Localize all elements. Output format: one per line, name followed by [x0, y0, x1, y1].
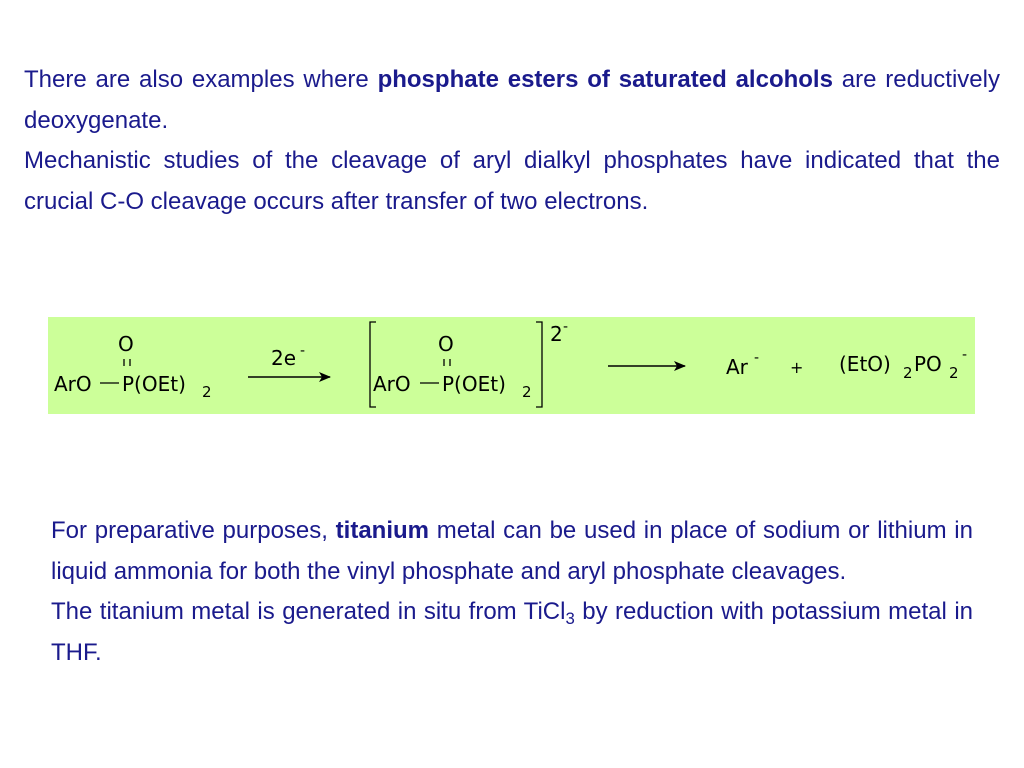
closing-paragraph-1	[51, 511, 973, 592]
right-bracket	[536, 322, 542, 407]
product-aryl-anion: Ar	[726, 355, 748, 379]
intermediate-p-group: P(OEt)	[442, 372, 506, 396]
intro-bold-phrase: phosphate esters of saturated alcohols	[377, 66, 833, 93]
closing-paragraph-2	[51, 592, 973, 673]
closing-text-block	[51, 511, 973, 673]
intermediate-subscript: 2	[522, 383, 532, 401]
product-aryl-charge: -	[754, 350, 760, 366]
reactant-p-group: P(OEt)	[122, 372, 186, 396]
product-phosphate-sub2: 2	[949, 364, 959, 382]
reactant-subscript: 2	[202, 383, 212, 401]
product-phosphate-charge: -	[962, 347, 968, 363]
intro-paragraph-1	[24, 60, 1000, 141]
intro-text-before: There are also examples where	[24, 66, 378, 93]
closing-p2-after: by reduction with potassium metal in THF.	[51, 598, 973, 666]
intro-text-block	[24, 60, 1000, 222]
product-phosphate-sub1: 2	[903, 364, 913, 382]
product-phosphate-a: (EtO)	[839, 352, 891, 376]
closing-p2-before: The titanium metal is generated in situ from TiCl	[51, 598, 566, 625]
product-phosphate-b: PO	[914, 352, 942, 376]
closing-p1-after: metal can be used in place of sodium or lithium in liquid ammonia for both the vinyl phosphate and aryl phosphate cleavages.	[51, 517, 973, 585]
closing-p2-subscript: 3	[565, 609, 575, 629]
reactant-aro: ArO	[54, 372, 92, 396]
arrow1-label: 2e	[271, 346, 297, 370]
closing-bold-titanium: titanium	[335, 517, 429, 544]
closing-p1-before: For preparative purposes,	[51, 517, 336, 544]
intermediate-charge: 2	[550, 322, 563, 346]
reaction-scheme	[48, 317, 975, 414]
reactant-oxo: O	[118, 332, 134, 356]
intermediate-charge-sign: -	[563, 319, 569, 335]
arrow1-label-sup: -	[300, 343, 306, 359]
plus-sign: +	[790, 358, 804, 377]
intermediate-aro: ArO	[373, 372, 411, 396]
intermediate-oxo: O	[438, 332, 454, 356]
intro-paragraph-2: Mechanistic studies of the cleavage of aryl dialkyl phosphates have indicated that the crucial C-O cleavage occurs after transfer of two electrons.	[24, 147, 1000, 215]
intro-text-after: are reductively deoxygenate.	[24, 66, 1000, 134]
reaction-scheme-svg	[48, 317, 975, 414]
